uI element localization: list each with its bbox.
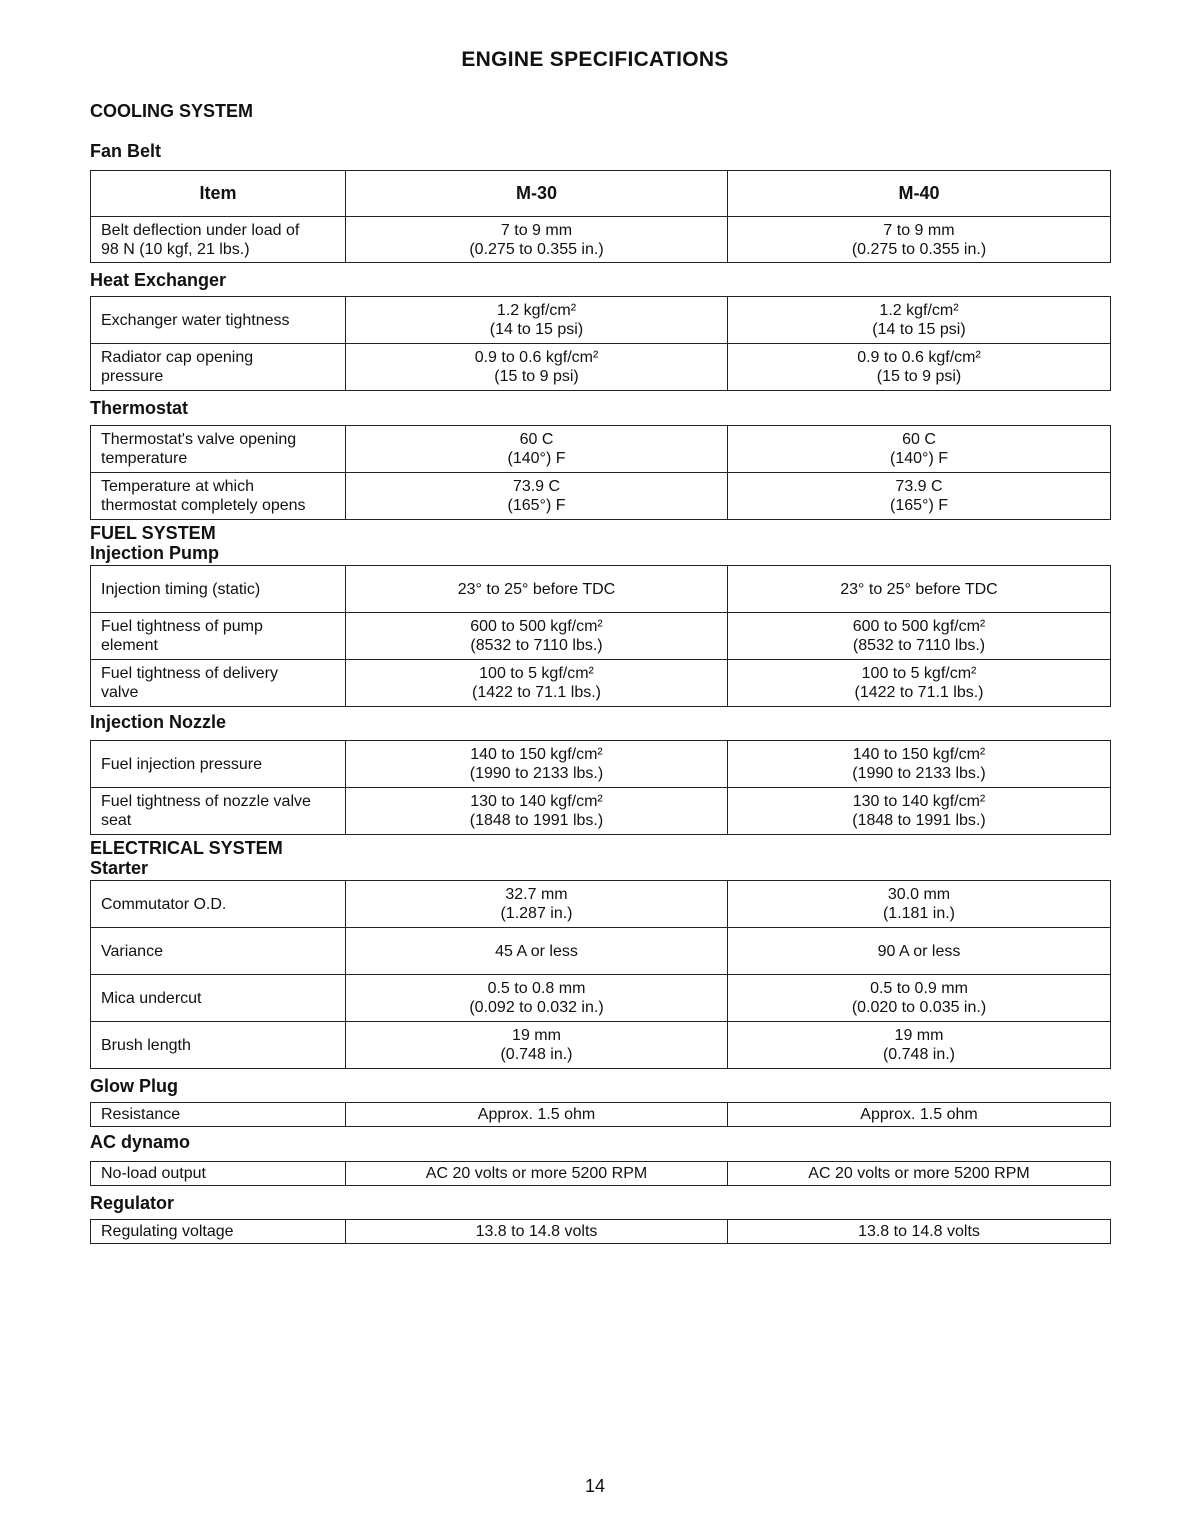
- cell-line: 100 to 5 kgf/cm²: [861, 665, 977, 682]
- m40-cell: [728, 1022, 1111, 1069]
- cell-line: 13.8 to 14.8 volts: [858, 1223, 980, 1240]
- cell-line: Mica undercut: [101, 989, 202, 1007]
- m30-cell: [346, 566, 728, 613]
- cell-line: valve: [101, 684, 139, 701]
- cell-line: Injection timing (static): [101, 580, 261, 598]
- cell-line: 140 to 150 kgf/cm²: [470, 746, 603, 763]
- m40-cell: [728, 788, 1111, 835]
- item-cell: [91, 928, 346, 975]
- subheading-heat-exchanger: Heat Exchanger: [90, 270, 227, 290]
- cell-line: 23° to 25° before TDC: [457, 580, 616, 598]
- m30-cell: [346, 1103, 728, 1127]
- cell-line: (8532 to 7110 lbs.): [470, 637, 603, 654]
- table-row: [91, 881, 1111, 928]
- cell-line: AC 20 volts or more 5200 RPM: [425, 1165, 648, 1182]
- item-cell: [91, 660, 346, 707]
- table-row: [91, 1022, 1111, 1069]
- cell-line: (1422 to 71.1 lbs.): [854, 684, 984, 701]
- m40-cell: [728, 566, 1111, 613]
- cell-line: element: [101, 637, 158, 654]
- fan-belt-table: [90, 170, 1111, 263]
- cell-line: 45 A or less: [495, 942, 578, 960]
- fan-belt-rows: [91, 217, 1111, 263]
- m30-cell: [346, 788, 728, 835]
- item-cell: [91, 344, 346, 391]
- cell-line: 90 A or less: [877, 942, 961, 960]
- item-cell: [91, 613, 346, 660]
- item-cell: [91, 975, 346, 1022]
- cell-line: Resistance: [101, 1106, 181, 1123]
- table-row: [91, 1103, 1111, 1127]
- cell-line: 7 to 9 mm: [883, 221, 955, 239]
- cell-line: (165°) F: [890, 497, 948, 514]
- cell-line: Exchanger water tightness: [101, 311, 290, 329]
- cell-line: 0.5 to 0.8 mm: [487, 980, 586, 997]
- item-cell: [91, 1103, 346, 1127]
- item-cell: [91, 1220, 346, 1244]
- m40-cell: [728, 344, 1111, 391]
- item-cell: [91, 1022, 346, 1069]
- header-m40: M-40: [728, 171, 1111, 217]
- cell-line: 600 to 500 kgf/cm²: [470, 618, 603, 635]
- m40-cell: [728, 975, 1111, 1022]
- m40-cell: [728, 1220, 1111, 1244]
- table-row: [91, 217, 1111, 263]
- subheading-ac-dynamo: AC dynamo: [90, 1132, 191, 1152]
- section-heading-fuel: FUEL SYSTEM: [90, 523, 216, 543]
- cell-line: Approx. 1.5 ohm: [860, 1106, 978, 1123]
- ac-dynamo-table: [90, 1161, 1111, 1186]
- cell-line: No-load output: [101, 1165, 206, 1182]
- cell-line: Fuel tightness of pump: [101, 618, 263, 635]
- m30-cell: [346, 297, 728, 344]
- m40-cell: [728, 426, 1111, 473]
- cell-line: 130 to 140 kgf/cm²: [852, 793, 986, 810]
- table-row: [91, 741, 1111, 788]
- table-row: [91, 1220, 1111, 1244]
- table-row: [91, 928, 1111, 975]
- cell-line: (0.275 to 0.355 in.): [851, 240, 987, 258]
- cell-line: seat: [101, 812, 132, 829]
- cell-line: 13.8 to 14.8 volts: [475, 1223, 598, 1240]
- m30-cell: [346, 741, 728, 788]
- cell-line: 1.2 kgf/cm²: [496, 302, 577, 319]
- cell-line: 19 mm: [894, 1027, 944, 1044]
- m40-cell: [728, 297, 1111, 344]
- cell-line: Variance: [101, 942, 163, 960]
- ac-dynamo-rows: [91, 1162, 1111, 1186]
- cell-line: 32.7 mm: [505, 886, 568, 903]
- cell-line: Radiator cap opening: [101, 349, 254, 366]
- cell-line: 130 to 140 kgf/cm²: [470, 793, 603, 810]
- cell-line: 7 to 9 mm: [500, 221, 573, 239]
- m40-cell: [728, 928, 1111, 975]
- cell-line: 30.0 mm: [887, 886, 951, 903]
- m40-cell: [728, 217, 1111, 263]
- cell-line: Fuel injection pressure: [101, 755, 262, 773]
- cell-line: (0.748 in.): [882, 1046, 956, 1063]
- starter-table: [90, 880, 1111, 1069]
- section-heading-electrical: ELECTRICAL SYSTEM: [90, 838, 283, 858]
- cell-line: (8532 to 7110 lbs.): [852, 637, 986, 654]
- starter-rows: [91, 881, 1111, 1069]
- cell-line: 0.9 to 0.6 kgf/cm²: [474, 349, 599, 366]
- cell-line: (1.287 in.): [500, 905, 573, 922]
- m30-cell: [346, 473, 728, 520]
- subheading-thermostat: Thermostat: [90, 398, 189, 418]
- m30-cell: [346, 660, 728, 707]
- m30-cell: [346, 881, 728, 928]
- page-title: ENGINE SPECIFICATIONS: [461, 48, 729, 71]
- m30-cell: [346, 1022, 728, 1069]
- cell-line: (0.275 to 0.355 in.): [469, 240, 604, 258]
- injection-pump-table: [90, 565, 1111, 707]
- item-cell: [91, 426, 346, 473]
- cell-line: (0.020 to 0.035 in.): [851, 999, 987, 1016]
- injection-nozzle-rows: [91, 741, 1111, 835]
- m30-cell: [346, 928, 728, 975]
- subheading-injection-pump: Injection Pump: [90, 543, 220, 563]
- m40-cell: [728, 1103, 1111, 1127]
- table-row: [91, 344, 1111, 391]
- subheading-fan-belt: Fan Belt: [90, 141, 162, 161]
- injection-nozzle-table: [90, 740, 1111, 835]
- cell-line: 98 N (10 kgf, 21 lbs.): [101, 240, 250, 258]
- cell-line: Regulating voltage: [101, 1223, 234, 1240]
- m40-cell: [728, 881, 1111, 928]
- m30-cell: [346, 613, 728, 660]
- m30-cell: [346, 975, 728, 1022]
- item-cell: [91, 566, 346, 613]
- cell-line: thermostat completely opens: [101, 497, 306, 514]
- item-cell: [91, 1162, 346, 1186]
- cell-line: (15 to 9 psi): [876, 368, 962, 385]
- regulator-table: [90, 1219, 1111, 1244]
- cell-line: (1.181 in.): [882, 905, 956, 922]
- cell-line: (0.092 to 0.032 in.): [469, 999, 604, 1016]
- table-header-row: [91, 171, 1111, 217]
- cell-line: Brush length: [101, 1036, 191, 1054]
- heat-exchanger-rows: [91, 297, 1111, 391]
- cell-line: (14 to 15 psi): [489, 321, 584, 338]
- table-row: [91, 660, 1111, 707]
- cell-line: 0.9 to 0.6 kgf/cm²: [857, 349, 981, 366]
- item-cell: [91, 741, 346, 788]
- cell-line: (165°) F: [507, 497, 566, 514]
- subheading-starter: Starter: [90, 858, 149, 878]
- page-number: 14: [584, 1476, 606, 1496]
- cell-line: (1990 to 2133 lbs.): [852, 765, 986, 782]
- header-m30: M-30: [346, 171, 728, 217]
- table-row: [91, 975, 1111, 1022]
- cell-line: (1990 to 2133 lbs.): [469, 765, 604, 782]
- subheading-injection-nozzle: Injection Nozzle: [90, 712, 227, 732]
- cell-line: AC 20 volts or more 5200 RPM: [808, 1165, 1030, 1182]
- m30-cell: [346, 1220, 728, 1244]
- subheading-regulator: Regulator: [90, 1193, 175, 1213]
- regulator-rows: [91, 1220, 1111, 1244]
- subheading-glow-plug: Glow Plug: [90, 1076, 178, 1096]
- table-row: [91, 473, 1111, 520]
- cell-line: (1848 to 1991 lbs.): [469, 812, 604, 829]
- cell-line: (15 to 9 psi): [494, 368, 579, 385]
- cell-line: (14 to 15 psi): [872, 321, 966, 338]
- m30-cell: [346, 1162, 728, 1186]
- cell-line: 73.9 C: [512, 478, 561, 495]
- cell-line: (1422 to 71.1 lbs.): [472, 684, 601, 701]
- cell-line: Approx. 1.5 ohm: [477, 1106, 596, 1123]
- m30-cell: [346, 344, 728, 391]
- m40-cell: [728, 473, 1111, 520]
- table-row: [91, 1162, 1111, 1186]
- cell-line: Commutator O.D.: [101, 895, 227, 913]
- cell-line: 60 C: [902, 431, 936, 448]
- cell-line: 23° to 25° before TDC: [840, 580, 998, 598]
- m30-cell: [346, 217, 728, 263]
- cell-line: Thermostat's valve opening: [101, 431, 297, 448]
- cell-line: Fuel tightness of nozzle valve: [101, 793, 311, 810]
- cell-line: (0.748 in.): [500, 1046, 573, 1063]
- item-cell: [91, 788, 346, 835]
- cell-line: 600 to 500 kgf/cm²: [852, 618, 986, 635]
- cell-line: 73.9 C: [895, 478, 943, 495]
- cell-line: Temperature at which: [101, 478, 254, 495]
- cell-line: 0.5 to 0.9 mm: [870, 980, 968, 997]
- item-cell: [91, 473, 346, 520]
- injection-pump-rows: [91, 566, 1111, 707]
- table-row: [91, 566, 1111, 613]
- m40-cell: [728, 660, 1111, 707]
- m40-cell: [728, 741, 1111, 788]
- thermostat-rows: [91, 426, 1111, 520]
- item-cell: [91, 881, 346, 928]
- table-row: [91, 613, 1111, 660]
- table-row: [91, 426, 1111, 473]
- table-row: [91, 297, 1111, 344]
- cell-line: 100 to 5 kgf/cm²: [479, 665, 594, 682]
- cell-line: (140°) F: [890, 450, 948, 467]
- m30-cell: [346, 426, 728, 473]
- item-cell: [91, 297, 346, 344]
- item-cell: [91, 217, 346, 263]
- cell-line: Fuel tightness of delivery: [101, 665, 278, 682]
- cell-line: 140 to 150 kgf/cm²: [852, 746, 986, 763]
- glow-plug-table: [90, 1102, 1111, 1127]
- cell-line: temperature: [101, 450, 188, 467]
- header-item: Item: [91, 171, 346, 217]
- cell-line: pressure: [101, 368, 164, 385]
- cell-line: 19 mm: [512, 1027, 561, 1044]
- cell-line: (1848 to 1991 lbs.): [852, 812, 986, 829]
- cell-line: Belt deflection under load of: [101, 221, 300, 239]
- cell-line: 60 C: [519, 431, 554, 448]
- thermostat-table: [90, 425, 1111, 520]
- cell-line: (140°) F: [507, 450, 566, 467]
- table-row: [91, 788, 1111, 835]
- cell-line: 1.2 kgf/cm²: [879, 302, 959, 319]
- section-heading-cooling: COOLING SYSTEM: [90, 101, 254, 121]
- m40-cell: [728, 1162, 1111, 1186]
- heat-exchanger-table: [90, 296, 1111, 391]
- m40-cell: [728, 613, 1111, 660]
- glow-plug-rows: [91, 1103, 1111, 1127]
